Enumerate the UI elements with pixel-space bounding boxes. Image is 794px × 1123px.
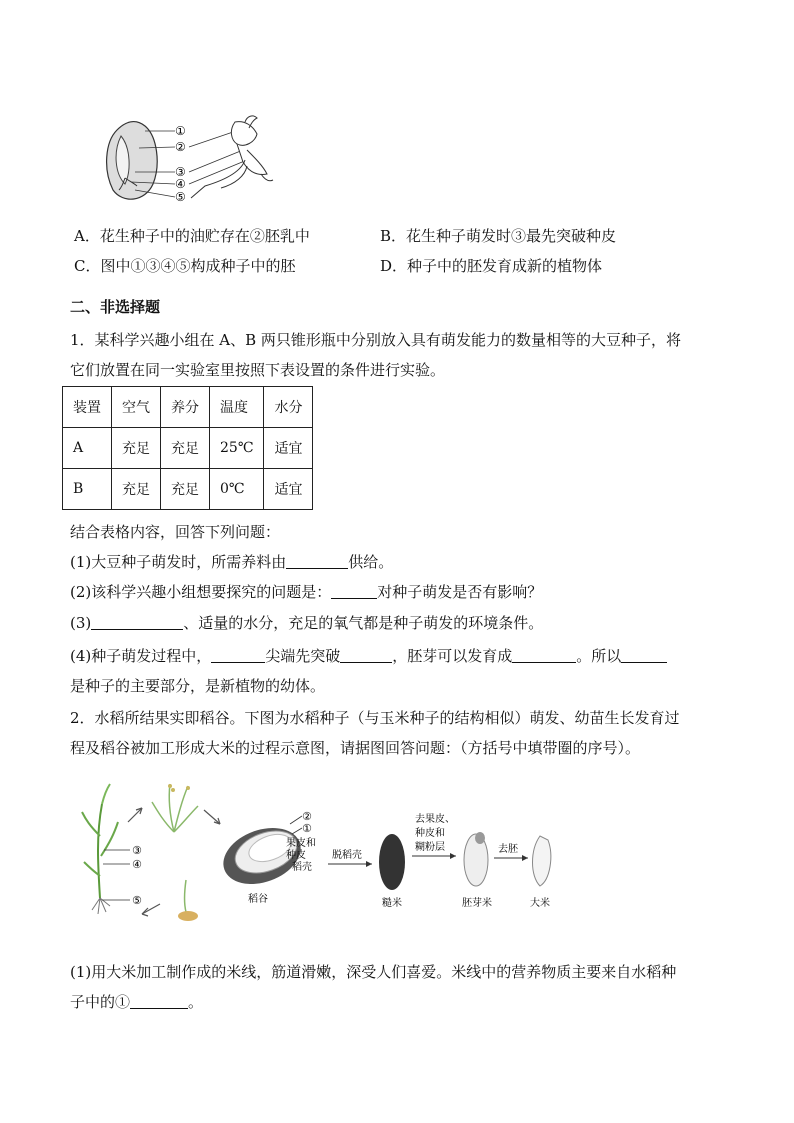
marker-4: ④: [132, 858, 142, 871]
q1-sub3: [70, 613, 543, 633]
q1-sub2-text-a: (2)该科学兴趣小组想要探究的问题是：: [70, 583, 332, 601]
marker-3: ③: [175, 165, 186, 179]
table-cell: B: [63, 469, 112, 510]
label-dehusk: 脱稻壳: [332, 850, 362, 861]
table-row: [63, 428, 313, 469]
q1-sub2-text-b: 对种子萌发是否有影响？: [377, 583, 543, 601]
option-b: B．花生种子萌发时③最先突破种皮: [380, 227, 617, 245]
q1-intro-line1: 1．某科学兴趣小组在 A、B 两只锥形瓶中分别放入具有萌发能力的数量相等的大豆种子，将: [70, 331, 681, 349]
answer-blank[interactable]: [621, 648, 667, 663]
q1-sub4-text-d: 。所以: [576, 647, 622, 665]
table-row: [63, 469, 313, 510]
answer-blank[interactable]: [211, 648, 265, 663]
table-cell: 充足: [112, 428, 161, 469]
label-remove-embryo: 去胚: [498, 844, 518, 855]
label-paddy: 稻谷: [248, 894, 268, 905]
q1-intro-line2: 它们放置在同一实验室里按照下表设置的条件进行实验。: [70, 361, 446, 379]
q1-sub3-text-a: (3): [70, 614, 92, 632]
table-cell: 适宜: [264, 469, 313, 510]
q2-sub1-text-b: 子中的①: [70, 993, 131, 1011]
q1-sub4: [70, 646, 667, 666]
marker-5: ⑤: [175, 190, 186, 204]
q1-sub3-text-b: 、适量的水分，充足的氧气都是种子萌发的环境条件。: [183, 614, 544, 632]
option-d: D．种子中的胚发育成新的植物体: [380, 257, 603, 275]
marker-3: ③: [132, 844, 142, 857]
q2-intro-line2: 程及稻谷被加工形成大米的过程示意图，请据图回答问题：（方括号中填带圈的序号）。: [70, 739, 641, 757]
answer-blank[interactable]: [91, 615, 183, 630]
option-c: C．图中①③④⑤构成种子中的胚: [74, 257, 296, 275]
q2-sub1-line2: [70, 992, 203, 1012]
q1-sub4-text-b: 尖端先突破: [265, 647, 341, 665]
marker-1: ①: [302, 822, 312, 835]
label-germ-rice: 胚芽米: [462, 898, 492, 909]
rice-process-diagram: [70, 776, 590, 936]
label-peel: 果皮和: [286, 838, 316, 849]
answer-blank[interactable]: [286, 554, 348, 569]
answer-blank[interactable]: [130, 994, 188, 1009]
marker-1: ①: [175, 124, 186, 138]
answer-blank[interactable]: [331, 584, 377, 599]
table-header: 装置: [63, 387, 112, 428]
label-rice: 大米: [530, 898, 550, 909]
marker-4: ④: [175, 177, 186, 191]
q1-sub4-text-a: (4)种子萌发过程中，: [70, 647, 212, 665]
label-remove1: 去果皮、: [415, 814, 455, 825]
label-remove3: 糊粉层: [415, 842, 445, 853]
label-peel2: 种皮: [286, 850, 306, 861]
q1-sub2: [70, 582, 542, 602]
q1-prompt: 结合表格内容，回答下列问题：: [70, 523, 281, 541]
table-header: 空气: [112, 387, 161, 428]
answer-blank[interactable]: [340, 648, 392, 663]
label-husk: 稻壳: [292, 862, 312, 873]
q1-sub1: [70, 552, 393, 572]
q1-sub4-text-c: ，胚芽可以发育成: [392, 647, 513, 665]
table-cell: 25℃: [210, 428, 264, 469]
marker-5: ⑤: [132, 894, 142, 907]
label-remove2: 种皮和: [415, 828, 445, 839]
q1-sub1-text-a: (1)大豆种子萌发时，所需养料由: [70, 553, 287, 571]
table-cell: 充足: [112, 469, 161, 510]
table-cell: 充足: [161, 428, 210, 469]
table-cell: A: [63, 428, 112, 469]
q2-sub1-line1: (1)用大米加工制作成的米线，筋道滑嫩，深受人们喜爱。米线中的营养物质主要来自水稻种: [70, 963, 677, 981]
label-brown-rice: 糙米: [382, 898, 402, 909]
table-header: 养分: [161, 387, 210, 428]
table-cell: 0℃: [210, 469, 264, 510]
option-a: A．花生种子中的油贮存在②胚乳中: [74, 227, 310, 245]
conditions-table: [62, 386, 313, 510]
section-title: 二、非选择题: [70, 298, 161, 316]
marker-2: ②: [302, 810, 312, 823]
marker-2: ②: [175, 140, 186, 154]
table-header: 水分: [264, 387, 313, 428]
q1-sub4-cont: 是种子的主要部分，是新植物的幼体。: [70, 677, 326, 695]
table-cell: 适宜: [264, 428, 313, 469]
q2-intro-line1: 2．水稻所结果实即稻谷。下图为水稻种子（与玉米种子的结构相似）萌发、幼苗生长发育过: [70, 709, 680, 727]
table-cell: 充足: [161, 469, 210, 510]
answer-blank[interactable]: [512, 648, 576, 663]
q1-sub1-text-b: 供给。: [348, 553, 394, 571]
q2-sub1-text-c: 。: [188, 993, 204, 1011]
table-header-row: [63, 387, 313, 428]
peanut-seed-diagram: [95, 112, 285, 214]
table-header: 温度: [210, 387, 264, 428]
